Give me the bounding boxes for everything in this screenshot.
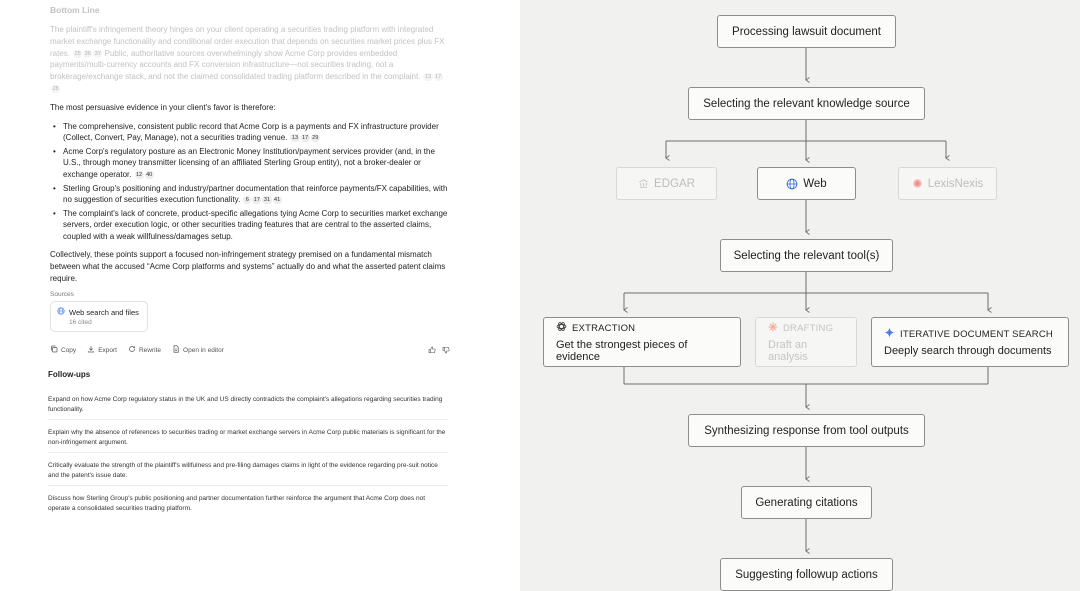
citation-group[interactable]: [242, 195, 281, 204]
download-icon: [87, 345, 95, 355]
citation-badge[interactable]: 28: [52, 85, 59, 92]
intro-text: The plaintiff's infringement theory hinges on your client operating a securities trading platform with integrated market exchange functionality and conditional order execution that depends on securities market prices plus FX rates.: [50, 25, 445, 58]
evidence-text: The comprehensive, consistent public record that Acme Corp is a payments and FX infrastructure provider (Collect, Convert, Pay, Manage), not a securities trading venue.: [63, 121, 439, 143]
conclusion-paragraph: Collectively, these points support a focused non-infringement strategy premised on a fundamental mismatch between what the accused “Acme Corp platforms and systems” actually do and what the asserted patent claims require.: [50, 250, 446, 283]
tool-extraction-name: EXTRACTION: [572, 322, 636, 334]
evidence-text: Acme Corp's regulatory posture as an Electronic Money Institution/payment services provider (and, in the U.S., through money transmitter licensing of an affiliated Sterling Group entity), not a broker-dealer or exchange operator.: [63, 146, 435, 180]
sources-label: Sources: [50, 291, 74, 299]
tool-drafting-name: DRAFTING: [783, 322, 834, 334]
globe-icon: [786, 178, 798, 190]
tool-extraction[interactable]: [543, 317, 741, 367]
citation-badge[interactable]: 17: [302, 135, 309, 142]
lexisnexis-logo-icon: [912, 178, 923, 189]
step-select-tools-label: Selecting the relevant tool(s): [733, 249, 880, 262]
thumbs-down-icon[interactable]: [442, 341, 450, 359]
tool-search-name: ITERATIVE DOCUMENT SEARCH: [900, 328, 1053, 340]
source-edgar-label: EDGAR: [654, 177, 695, 190]
citation-badge[interactable]: 36: [84, 50, 91, 57]
tool-search-desc: Deeply search through documents: [884, 345, 1052, 357]
source-lexisnexis[interactable]: [898, 167, 997, 200]
tool-search-header: [884, 327, 1056, 341]
tool-drafting[interactable]: [755, 317, 857, 367]
step-select-tools: [720, 239, 893, 272]
intro-text-cont: Public, authoritative sources overwhelmingly show Acme Corp provides embedded payments/multi-currency accounts and FX conversion infrastructure—not securities trading, not a brokerage/exchange stack, and not the claimed consolidated trading platform described in the complaint.: [50, 48, 421, 82]
citation-badge[interactable]: 29: [312, 135, 319, 142]
citation-badge[interactable]: 6: [243, 196, 251, 204]
followups-list: [50, 395, 450, 518]
evidence-item: [50, 146, 450, 181]
citation-group[interactable]: [134, 170, 154, 179]
section-heading: Bottom Line: [50, 5, 100, 15]
sources-card-title: [57, 307, 139, 317]
source-edgar[interactable]: [616, 167, 717, 200]
export-button[interactable]: [87, 345, 117, 355]
copy-icon: [50, 345, 58, 355]
step-citations-label: Generating citations: [755, 496, 858, 509]
evidence-item: [50, 121, 450, 145]
evidence-list: [50, 121, 450, 243]
citation-badge[interactable]: 13: [424, 74, 432, 81]
claude-logo-icon: [768, 322, 778, 335]
copy-button[interactable]: [50, 345, 76, 355]
step-processing-label: Processing lawsuit document: [732, 25, 881, 38]
followups-heading: Follow-ups: [48, 370, 91, 380]
rewrite-button[interactable]: [128, 345, 161, 355]
document-icon: [172, 345, 180, 355]
open-in-editor-button[interactable]: [172, 345, 224, 355]
followup-suggestion[interactable]: Explain why the absence of references to securities trading or market exchange servers in Acme Corp public materials is significant for the non-infringement argument.: [48, 428, 448, 453]
citation-group[interactable]: [289, 133, 319, 142]
step-select-source-label: Selecting the relevant knowledge source: [703, 97, 910, 110]
evidence-item: [50, 183, 450, 207]
bank-icon: [638, 178, 649, 189]
followup-suggestion[interactable]: Discuss how Sterling Group's public positioning and partner documentation further reinforce the argument that Acme Corp does not operate a consolidated securities trading platform.: [48, 495, 426, 512]
tool-extraction-header: [556, 321, 728, 335]
refresh-icon: [128, 345, 136, 355]
source-web[interactable]: [757, 167, 856, 200]
open-in-editor-label: Open in editor: [183, 346, 224, 354]
citation-badge[interactable]: 12: [136, 172, 143, 179]
tool-extraction-desc: Get the strongest pieces of evidence: [556, 339, 688, 363]
evidence-text: Sterling Group's positioning and industry/partner documentation that reinforce payments/FX capabilities, with no suggestion of securities execution functionality.: [63, 183, 448, 205]
step-citations: [741, 486, 872, 519]
tool-iterative-document-search[interactable]: [871, 317, 1069, 367]
step-processing-document: [717, 15, 896, 48]
citation-badge[interactable]: 25: [74, 50, 81, 57]
rewrite-label: Rewrite: [138, 346, 162, 354]
openai-logo-icon: [556, 321, 567, 335]
source-lexisnexis-label: LexisNexis: [927, 177, 984, 190]
evidence-item: [50, 208, 450, 243]
step-followups-label: Suggesting followup actions: [735, 568, 878, 581]
citation-badge[interactable]: 17: [435, 74, 442, 81]
chat-response-panel: [0, 0, 520, 591]
citation-badge[interactable]: 13: [291, 135, 299, 142]
step-select-knowledge-source: [688, 87, 925, 120]
followup-suggestion[interactable]: Expand on how Acme Corp regulatory status in the UK and US directly contradicts the complaint's allegations regarding securities trading functionality.: [48, 395, 448, 420]
step-followups: [720, 558, 893, 591]
citation-badge[interactable]: 40: [146, 172, 153, 179]
source-web-label: Web: [803, 177, 827, 190]
export-label: Export: [98, 346, 117, 354]
evidence-text: The complaint's lack of concrete, product-specific allegations tying Acme Corp to securities market exchange servers, order execution logic, or other securities trading features that are central to the asserted claims, coupled with a weak willfulness/damages setup.: [63, 208, 448, 242]
intro-paragraph: [50, 24, 450, 95]
tool-drafting-header: [768, 322, 844, 335]
citation-badge[interactable]: 31: [263, 197, 271, 204]
step-synthesize: [688, 414, 925, 447]
citation-badge[interactable]: 17: [253, 197, 260, 204]
response-actions: [50, 344, 450, 356]
pipeline-diagram: [520, 0, 1080, 591]
persuasive-lead: The most persuasive evidence in your client's favor is therefore:: [50, 102, 276, 112]
gemini-sparkle-icon: [884, 327, 895, 341]
feedback-buttons: [428, 341, 450, 359]
citation-group[interactable]: [72, 49, 102, 58]
sources-card-title-text: Web search and files: [69, 307, 139, 317]
step-synthesize-label: Synthesizing response from tool outputs: [704, 424, 909, 437]
sources-card[interactable]: [50, 301, 148, 332]
globe-icon: [57, 307, 65, 317]
followup-suggestion[interactable]: Critically evaluate the strength of the plaintiff's willfulness and pre-filing damages claims in light of the evidence regarding pre-suit notice and the patent's issue date.: [48, 461, 448, 486]
sources-card-count: 16 cited: [69, 319, 92, 327]
citation-badge[interactable]: 41: [274, 197, 281, 204]
citation-badge[interactable]: 37: [94, 50, 101, 57]
copy-label: Copy: [61, 346, 77, 354]
thumbs-up-icon[interactable]: [428, 341, 436, 359]
tool-drafting-desc: Draft an analysis: [768, 338, 808, 363]
